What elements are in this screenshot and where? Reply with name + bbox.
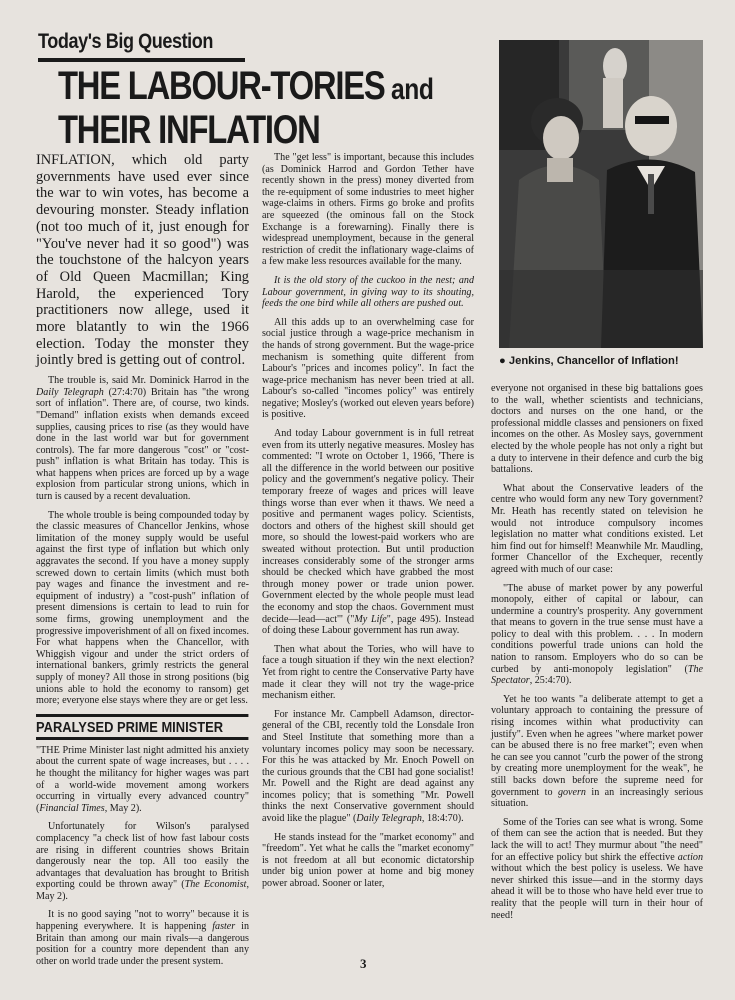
article-paragraph: For instance Mr. Campbell Adamson, director-general of the CBI, recently told the Lonsdale Iron and Steel Institute that something more than a voluntary incomes policy may soon be necessary. For this he was attacked by Mr. Enoch Powell on the curious grounds that the CBI had gone socialist! Mr. Powell and the Right are dead against any incomes policy; that is something "Mr. Powell thinks the next Conservative government should avoid like the plague" (Daily Telegraph, 18:4:70).: [262, 708, 474, 825]
photo-jenkins: [499, 40, 703, 348]
article-paragraph: The whole trouble is being compounded today by the classic measures of Chancellor Jenkins, whose limitation of the money supply would be useful against the first type of inflation but which only aggravates the second. If you have a money supply screwed down to certain limits (which must both pay wages and finance the investment and re-equipment of industry) a "cost-push" inflation of present dimensions is certain to lead to ruin for some firms, growing unemployment and the progressive impoverishment of all on fixed incomes. For what happens when the Chancellor, with Whiggish vigour and under the strict orders of international bankers, grimly restricts the general supply of money? All those in strong positions (big unions able to hold the economy to ransom) get more; everyone else stays where they are or get less.: [36, 509, 249, 707]
lede-paragraph: INFLATION, which old party governments have used ever since the war to win votes, has become a devouring monster. Steady inflation (not too much of it, just enough for "You've never had it so good") was the touchstone of the halcyon years of Old Queen Macmillan; King Harold, the experienced Tory practitioners now allege, used it more blatantly to win the 1966 election. Today the monster they jointly bred is getting out of control.: [36, 152, 249, 369]
article-paragraph: The trouble is, said Mr. Dominick Harrod in the Daily Telegraph (27:4:70) Britain has "the wrong sort of inflation". There are, of course, two kinds. "Demand" inflation exists when demands exceed supplies, causing prices to rise (as they would have done in the last world war but for government controls). The far more dangerous "cost" or "cost-push" inflation is what Britain has today. This is what happens when prices are forced up by a wage explosion from particular strong unions, which in turn is caused by a recent devaluation.: [36, 375, 249, 503]
column-1: [36, 152, 249, 974]
headline-and: and: [384, 73, 434, 106]
article-paragraph: Then what about the Tories, who will have to face a tough situation if they win the next election? Yet from right to centre the Conservative Party have made it clear they will not try the wage-price mechanism either.: [262, 643, 474, 702]
kicker-underline: [38, 58, 245, 62]
headline-line2: THEIR INFLATION: [58, 108, 320, 152]
article-paragraph: everyone not organised in these big battalions goes to the wall, whether scientists and technicians, doctors and nurses on the one hand, or the professional middle classes and pensioners on fixed incomes on the other. As Mosley says, government elected by the whole people has not only a right but a duty to intervene in their defence and curb the big battalions.: [491, 383, 703, 476]
article-paragraph: All this adds up to an overwhelming case for social justice through a wage-price mechanism in the hands of strong government. But the wage-price mechanism is something quite different from Labour's "prices and incomes policy". In fact the wage-price mechanism has never been tried at all. Labour's so-called "incomes policy" was entirely negative; Mosley's (worked out eleven years before) is positive.: [262, 316, 474, 421]
photo-caption: ● Jenkins, Chancellor of Inflation!: [499, 355, 679, 367]
article-paragraph: Unfortunately for Wilson's paralysed complacency "a check list of how fast labour costs are rising in different countries shows Britain dangerously near the top. All too easily the advantages that devaluation has brought to British exporting could be thrown away" (The Economist, May 2).: [36, 821, 249, 902]
article-paragraph: He stands instead for the "market economy" and "freedom". Yet what he calls the "market economy" is not freedom at all but economic dictatorship under big union power at home and big money power abroad. Sooner or later,: [262, 831, 474, 890]
page-number: 3: [360, 956, 367, 971]
article-paragraph: It is no good saying "not to worry" because it is happening everywhere. It is happening faster in Britain than among our main rivals—a dangerous position for a country more dependent than any other on world trade under the present system.: [36, 909, 249, 967]
article-paragraph: It is the old story of the cuckoo in the nest; and Labour government, in giving way to its shouting, feeds the one bird while all others are pushed out.: [262, 274, 474, 310]
headline: [58, 64, 434, 152]
article-paragraph: The "get less" is important, because this includes (as Dominick Harrod and Gordon Tether have recently shown in the press) money diverted from the re-equipment of some industries to meet higher wage-claims in others. Firms go broke and profits are squeezed (the ominous fall on the Stock Exchange is a forewarning). Finally there is widespread unemployment, because in the general restriction of credit the inflationary wage-claims of a few make less resources available for the many.: [262, 152, 474, 268]
bullet-icon: ●: [499, 355, 509, 367]
article-paragraph: Some of the Tories can see what is wrong. Some of them can see the action that is needed. But they lack the will to act! They murmur about "the need" for an effective policy but shirk the effective action without which the best policy is useless. We have never shirked this issue—and in the stormy days ahead it will be to those who have held ever true to reality that the people will turn in their hour of need!: [491, 816, 703, 921]
article-paragraph: What about the Conservative leaders of the centre who would form any new Tory government? Mr. Heath has recently stated on television he would not introduce compulsory incomes legislation no matter what conditions existed. Let him find out for himself! Meanwhile Mr. Maudling, former Chancellor of the Exchequer, recently agreed with much of our case:: [491, 482, 703, 575]
column-3: [491, 383, 703, 928]
photo-illustration: [499, 40, 703, 348]
article-paragraph: "The abuse of market power by any powerful monopoly, either of capital or labour, can undermine a country's prosperity. Any government that means to govern in the true sense must have a policy to deal with this problem. . . . In modern conditions powerful trade unions can hold the nation to ransom. Employers who do so can be curbed by anti-monopoly legislation" (The Spectator, 25:4:70).: [491, 582, 703, 687]
subheading: PARALYSED PRIME MINISTER: [36, 714, 248, 740]
headline-line1: THE LABOUR-TORIES: [58, 64, 385, 108]
article-paragraph: "THE Prime Minister last night admitted his anxiety about the current spate of wage increases, but . . . . he thought the militancy for higher wages was part of a world-wide movement among workers occurring in virtually every advanced country" (Financial Times, May 2).: [36, 744, 249, 814]
column-2: [262, 152, 474, 897]
article-paragraph: And today Labour government is in full retreat even from its utterly negative measures. Mosley has commented: "I wrote on October 1, 1966, 'There is all the difference in the world between our positive policy and the government's negative policy. Their temporary freeze of wages and prices will leave things worse than ever when it thaws. We need a positive and permanent wages policy. Scientists, doctors and others of the highest skill should get more, so should the lowest-paid workers who are sweated without protection. But until production increases considerably some of the stronger arms should be checked which have grabbed the most through money power or trade union power. Government elected by the whole people must lead the economy and stop the chaos. Government must decide—lead—act'" ("My Life", page 495). Instead of doing these Labour government has run away.: [262, 428, 474, 637]
section-kicker: Today's Big Question: [38, 30, 213, 53]
article-paragraph: Yet he too wants "a deliberate attempt to get a voluntary approach to containing the pressure of rising incomes within what productivity can justify". Even when he agrees "where market power can be abused there is no free market"; even when he can see you cannot "curb the power of the strong by creating more unemployment for the weak", he still backs down before the supreme need for government to govern in an increasingly serious situation.: [491, 693, 703, 810]
